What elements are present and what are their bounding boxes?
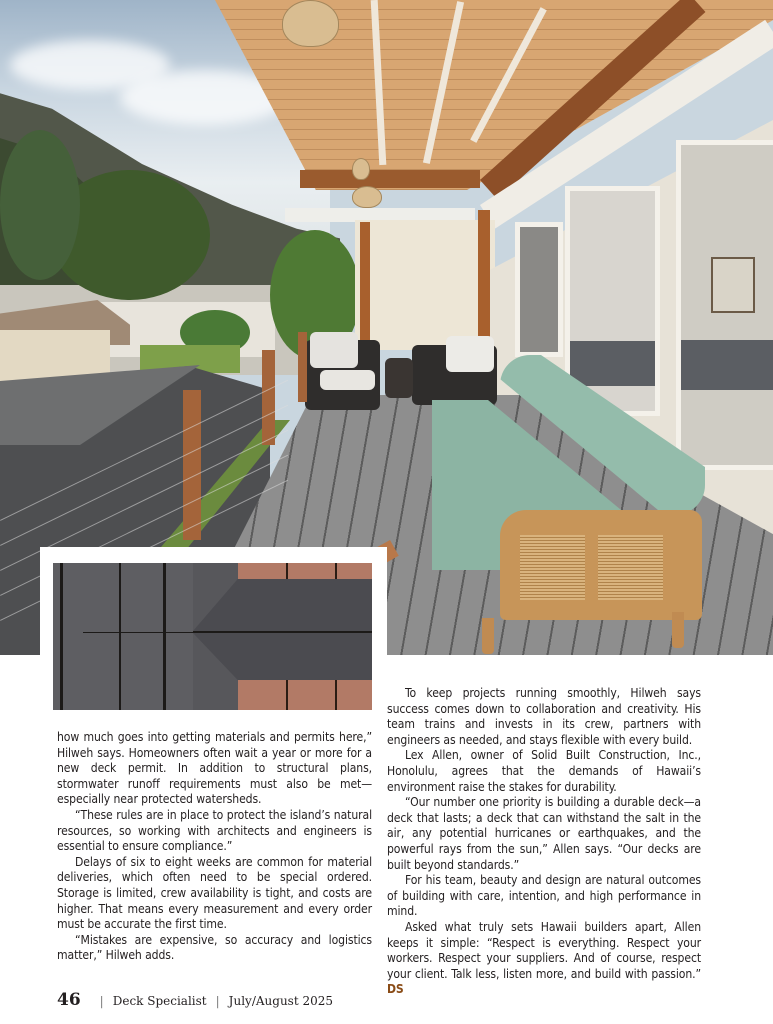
- tree: [0, 130, 80, 280]
- board-gap: [335, 563, 337, 579]
- issue-date: July/August 2025: [228, 994, 334, 1008]
- side-table: [385, 358, 413, 398]
- paragraph: [387, 920, 701, 998]
- paragraph: Lex Allen, owner of Solid Built Construction, Inc., Honolulu, agrees that the demands of Hawaii’s environment raise the stakes for durability.: [387, 748, 701, 794]
- footer-separator: |: [99, 994, 104, 1008]
- porch-wall: [355, 220, 495, 350]
- interior-sofa: [570, 341, 655, 386]
- chair-cushion: [446, 336, 494, 372]
- cane-panel: [520, 535, 585, 600]
- board-gap: [163, 563, 166, 710]
- footer-separator: |: [215, 994, 220, 1008]
- porch-post: [360, 222, 370, 352]
- bench-leg: [482, 618, 494, 654]
- chevron-board: [193, 633, 372, 680]
- porch-post: [478, 210, 490, 345]
- ceiling-beam: [300, 170, 480, 188]
- publication-name: Deck Specialist: [112, 994, 207, 1008]
- pendant-lamp: [282, 0, 339, 47]
- end-mark: DS: [387, 982, 404, 997]
- paragraph: “Our number one priority is building a durable deck—a deck that lasts; a deck that can withstand the salt in the air, any potential hurricanes or earthquakes, and the powerful rays from the sun,” Allen says. “Our decks are built beyond standards.”: [387, 795, 701, 872]
- page-footer: [57, 990, 333, 1010]
- red-board: [238, 680, 372, 710]
- window: [676, 140, 773, 470]
- article-column-left: [57, 730, 372, 964]
- board-gap: [119, 563, 121, 710]
- board-gap: [60, 563, 63, 710]
- railing-post: [298, 332, 307, 402]
- board-gap: [335, 680, 337, 710]
- pendant-lamp: [352, 158, 370, 180]
- red-board: [238, 563, 372, 579]
- article-column-right: [387, 686, 701, 998]
- inset-decking-photo: [53, 563, 372, 710]
- board-gap: [286, 680, 288, 710]
- pendant-lamp: [352, 186, 382, 208]
- paragraph: “These rules are in place to protect the island’s natural resources, so working with architects and engineers is essential to ensure compliance.”: [57, 807, 372, 854]
- page-number: 46: [57, 990, 81, 1010]
- paragraph-text: Asked what truly sets Hawaii builders apart, Allen keeps it simple: “Respect is everything. Respect your workers. Respect your suppliers. And of course, respect your client. Talk less, listen more, and build with passion.”: [387, 919, 701, 981]
- railing-post: [183, 390, 201, 540]
- paragraph: To keep projects running smoothly, Hilweh says success comes down to collaboration and creativity. His team trains and invests in its crew, partners with engineers as needed, and stays flexible with every build.: [387, 686, 701, 747]
- paragraph: For his team, beauty and design are natural outcomes of building with care, intention, and high performance in mind.: [387, 873, 701, 919]
- bench-armrest: [500, 510, 702, 620]
- chevron-board: [193, 579, 372, 631]
- board-gap: [286, 563, 288, 579]
- paragraph: “Mistakes are expensive, so accuracy and logistics matter,” Hilweh adds.: [57, 932, 372, 963]
- board-gap: [193, 631, 372, 633]
- window: [515, 222, 563, 357]
- cane-panel: [598, 535, 663, 600]
- bench-leg: [672, 612, 684, 648]
- paragraph: how much goes into getting materials and permits here,” Hilweh says. Homeowners often wait a year or more for a new deck permit. In addition to structural plans, stormwater runoff requirements must also be met—especially near protected watersheds.: [57, 730, 372, 807]
- board-gap: [83, 632, 193, 633]
- chair-cushion: [310, 332, 358, 368]
- railing-post: [262, 350, 275, 445]
- chair-cushion: [320, 370, 375, 390]
- paragraph: Delays of six to eight weeks are common for material deliveries, which often need to be special ordered. Storage is limited, crew availability is tight, and costs are higher. That means every measurement and every order must be accurate the first time.: [57, 854, 372, 932]
- gray-board: [53, 563, 193, 710]
- wall-art: [711, 257, 755, 313]
- interior-sofa: [681, 340, 773, 390]
